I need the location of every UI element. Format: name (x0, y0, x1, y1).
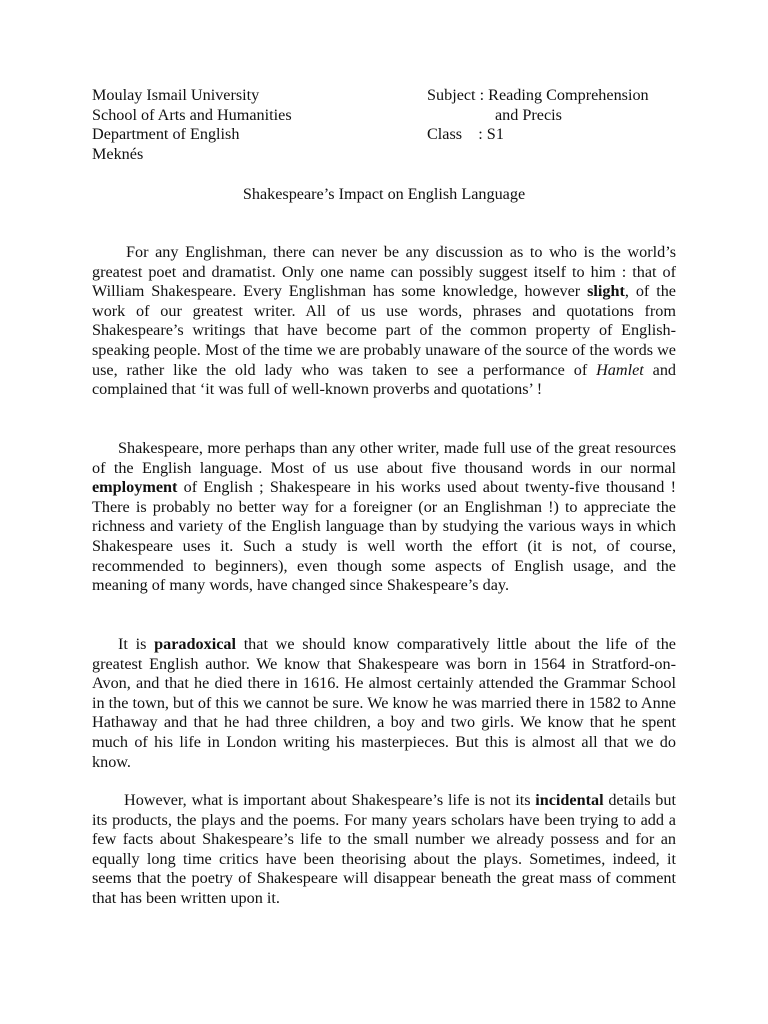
university-name: Moulay Ismail University (92, 86, 260, 104)
paragraph-text-run: However, what is important about Shakespeare’s life is not its (124, 791, 536, 809)
bold-keyword: incidental (535, 791, 604, 809)
paragraph-3 (92, 635, 676, 772)
subject-line-continued: and Precis (495, 105, 562, 124)
class-line: Class : S1 (427, 125, 504, 144)
paragraph-text-run: of English ; Shakespeare in his works used about twenty-five thousand ! There is probably no better way for a foreigner (or an Englishman !) to appreciate the richness and variety of the English language than by studying the various ways in which Shakespeare uses it. Such a study is well worth the effort (it is not, of course, recommended to beginners), even though some aspects of English usage, and the meaning of many words, have changed since Shakespeare’s day. (92, 478, 676, 595)
paragraph-text-run: and complained that ‘it was full of well-known proverbs and quotations’ ! (92, 360, 677, 399)
city-name: Meknés (92, 144, 144, 163)
course-header (427, 86, 687, 145)
bold-keyword: slight (587, 282, 625, 301)
paragraph-text-run: It is (118, 635, 155, 653)
paragraph-text-run: details but its products, the plays and the poems. For many years scholars have been trying to add a few facts about Shakespeare’s life to the small number we already possess and for an equally long time critics have been theorising about the plays. Sometimes, indeed, it seems that the poetry of Shakespeare will disappear beneath the great mass of comment that has been written upon it. (92, 791, 676, 907)
paragraph-4 (92, 791, 676, 909)
italic-title: Hamlet (596, 360, 644, 379)
bold-keyword: employment (92, 478, 178, 497)
paragraph-text-run: Shakespeare, more perhaps than any other writer, made full use of the great resources of the English language. Most of us use about five thousand words in our normal (92, 439, 676, 477)
bold-keyword: paradoxical (154, 635, 236, 653)
institution-header (92, 86, 412, 164)
paragraph-text-run: that we should know comparatively little about the life of the greatest English author. We know that Shakespeare was born in 1564 in Stratford-on-Avon, and that he died there in 1616. He almost certainly attended the Grammar School in the town, but of this we cannot be sure. We know he was married there in 1582 to Anne Hathaway and that he had three children, a boy and two girls. We know that he spent much of his life in London writing his masterpieces. But this is almost all that we do know. (92, 635, 676, 771)
paragraph-text-run: For any Englishman, there can never be any discussion as to who is the world’s greatest poet and dramatist. Only one name can possibly suggest itself to him : that of William Shakespeare. Every Englishman has some knowledge, however (92, 243, 676, 301)
department-name: Department of English (92, 125, 240, 144)
paragraph-2 (92, 439, 676, 596)
document-title: Shakespeare’s Impact on English Language (242, 185, 526, 203)
paragraph-text-run: , of the work of our greatest writer. All of us use words, phrases and quotations from Shakespeare’s writings that have become part of the common property of English-speaking people. Most of the time we are probably unaware of the source of the words we use, rather like the old lady who was taken to see a performance of (92, 282, 676, 379)
paragraph-1 (92, 243, 676, 400)
school-name: School of Arts and Humanities (92, 105, 292, 124)
subject-line: Subject : Reading Comprehension (427, 86, 649, 104)
